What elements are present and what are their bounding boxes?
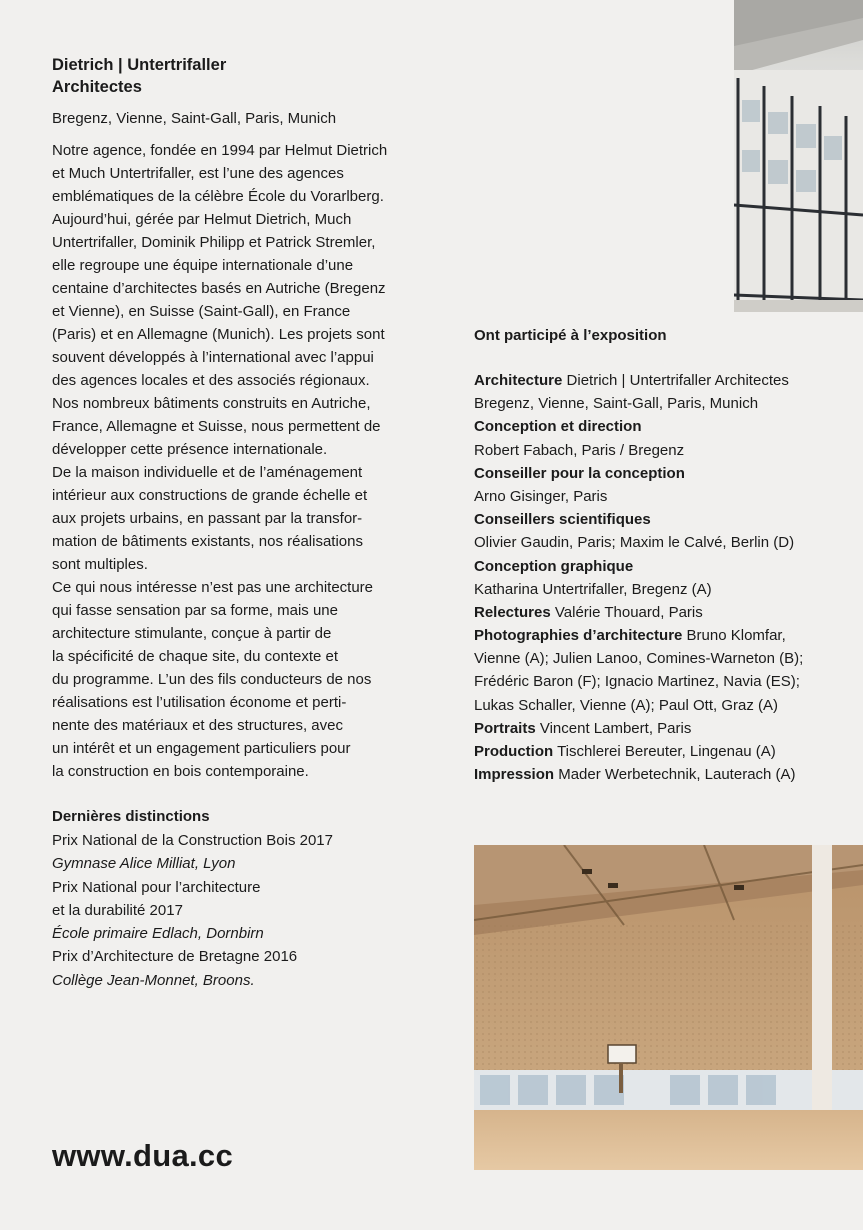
credit-value: Frédéric Baron (F); Ignacio Martinez, Navia (ES); [474,673,800,691]
credit-label: Production [474,743,554,760]
website-link[interactable]: www.dua.cc [52,1138,234,1173]
credit-value: Tischlerei Bereuter, Lingenau (A) [557,743,776,760]
intro-line: souvent développés à l’international avec l’appui [52,349,374,366]
intro-line: Untertrifaller, Dominik Philipp et Patrick Stremler, [52,234,376,251]
award-project: École primaire Edlach, Dornbirn [52,925,264,943]
credit-label: Relectures [474,603,551,621]
award-name: et la durabilité 2017 [52,901,183,919]
credit-value: Bregenz, Vienne, Saint-Gall, Paris, Munich [474,395,759,413]
intro-line: développer cette présence internationale. [52,441,328,458]
credit-label: Conseillers scientifiques [474,511,651,529]
award-project: Collège Jean-Monnet, Broons. [52,971,255,989]
credit-value: Robert Fabach, Paris / Bregenz [474,441,685,459]
credits-title: Ont participé à l’exposition [474,327,667,344]
award-name: Prix d’Architecture de Bretagne 2016 [52,948,298,966]
intro-line: emblématiques de la célèbre École du Vorarlberg. [52,188,384,205]
intro-line: intérieur aux constructions de grande échelle et [52,487,368,504]
intro-line: réalisations est l’utilisation économe et perti- [52,694,347,711]
credit-label: Conception et direction [474,418,642,436]
intro-text [52,139,447,783]
intro-line: Notre agence, fondée en 1994 par Helmut Dietrich [52,142,388,159]
credit-value: Lukas Schaller, Vienne (A); Paul Ott, Graz (A) [474,696,779,714]
credit-label: Portraits [474,719,536,737]
intro-line: aux projets urbains, en passant par la transfor- [52,510,363,527]
award-name: Prix National de la Construction Bois 2017 [52,832,333,849]
award-name: Prix National pour l’architecture [52,878,261,896]
intro-line: qui fasse sensation par sa forme, mais une [52,602,338,619]
credit-value: Dietrich | Untertrifaller Architectes [566,372,789,389]
credit-label: Conseiller pour la conception [474,464,685,482]
building-facade-photo [734,0,863,312]
awards-title: Dernières distinctions [52,808,210,825]
intro-line: centaine d’architectes basés en Autriche (Bregenz [52,280,386,297]
intro-line: France, Allemagne et Suisse, nous permettent de [52,418,381,435]
credit-label: Photographies d’architecture [474,627,683,645]
firm-title [52,54,226,98]
intro-line: (Paris) et en Allemagne (Munich). Les projets sont [52,326,385,343]
intro-line: et Much Untertrifaller, est l’une des agences [52,165,344,182]
credit-label: Architecture [474,372,563,389]
credit-value: Mader Werbetechnik, Lauterach (A) [558,766,796,784]
intro-line: un intérêt et un engagement particuliers pour [52,740,351,757]
firm-cities: Bregenz, Vienne, Saint-Gall, Paris, Munich [52,110,337,127]
intro-line: elle regroupe une équipe internationale d’une [52,257,354,274]
intro-line: Nos nombreux bâtiments construits en Autriche, [52,395,371,412]
award-project: Gymnase Alice Milliat, Lyon [52,855,236,873]
intro-line: De la maison individuelle et de l’aménagement [52,464,363,481]
intro-line: du programme. L’un des fils conducteurs de nos [52,671,372,688]
credit-value: Katharina Untertrifaller, Bregenz (A) [474,580,712,598]
credit-label: Impression [474,766,555,784]
credit-value: Valérie Thouard, Paris [554,603,703,621]
credit-value: Arno Gisinger, Paris [474,487,608,505]
firm-title-line2: Architectes [52,78,142,96]
credit-value: Vincent Lambert, Paris [539,719,692,737]
intro-line: et Vienne), en Suisse (Saint-Gall), en France [52,303,351,320]
firm-title-line1: Dietrich | Untertrifaller [52,56,227,74]
awards-list [52,829,333,992]
intro-line: la spécificité de chaque site, du contexte et [52,648,339,665]
credit-value: Olivier Gaudin, Paris; Maxim le Calvé, Berlin (D) [474,534,795,552]
intro-line: des agences locales et des associés régionaux. [52,372,370,389]
intro-line: mation de bâtiments existants, nos réalisations [52,533,363,550]
credits-list [474,369,803,786]
credit-label: Conception graphique [474,557,634,575]
credit-value: Bruno Klomfar, [686,627,786,645]
intro-line: architecture stimulante, conçue à partir de [52,625,332,642]
intro-line: la construction en bois contemporaine. [52,763,309,780]
intro-line: sont multiples. [52,556,148,573]
credit-value: Vienne (A); Julien Lanoo, Comines-Warneton (B); [474,650,804,668]
intro-line: Aujourd’hui, gérée par Helmut Dietrich, Much [52,211,352,228]
intro-line: nente des matériaux et des structures, avec [52,717,343,734]
gymnasium-photo [474,845,863,1170]
intro-line: Ce qui nous intéresse n’est pas une architecture [52,579,374,596]
